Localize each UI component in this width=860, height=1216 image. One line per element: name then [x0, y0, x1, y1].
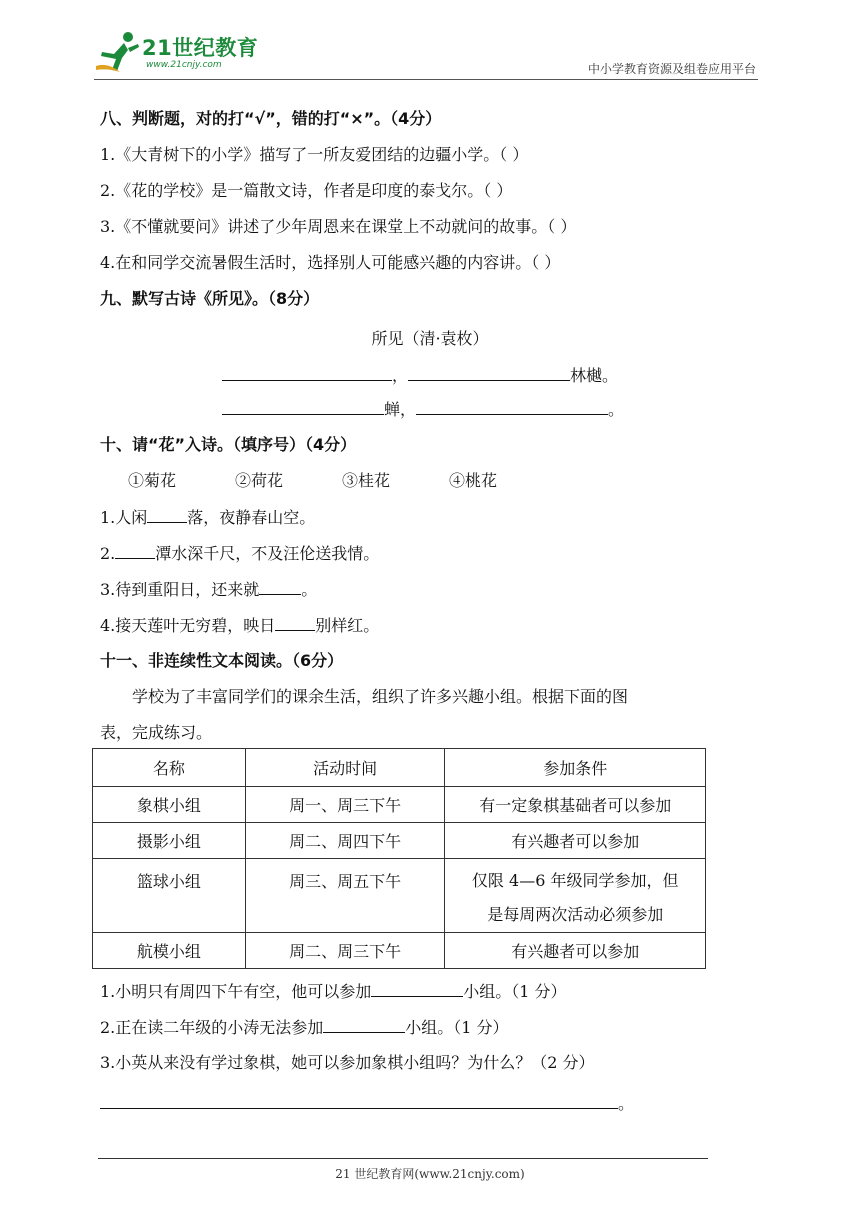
- section-8-item-2: 2.《花的学校》是一篇散文诗，作者是印度的泰戈尔。（ ）: [100, 181, 513, 200]
- poem-fill-2: [100, 542, 379, 565]
- poem-blank-4[interactable]: [416, 398, 608, 415]
- header-platform-name: 中小学教育资源及组卷应用平台: [587, 62, 756, 76]
- section-11-title: 十一、非连续性文本阅读。（6分）: [100, 651, 344, 670]
- poem-fill-2-blank[interactable]: [115, 542, 155, 559]
- table-row: [93, 787, 706, 823]
- option-1: ①菊花: [128, 471, 177, 490]
- option-4: ④桃花: [449, 471, 498, 490]
- question-2-blank[interactable]: [323, 1016, 405, 1033]
- poem-fill-1-blank[interactable]: [147, 506, 187, 523]
- table-cell: 有兴趣者可以参加: [445, 933, 706, 969]
- poem-line-2-end: 。: [608, 400, 625, 419]
- table-cell: 摄影小组: [93, 823, 246, 859]
- logo-text: 21世纪教育: [142, 36, 259, 60]
- option-3: ③桂花: [342, 471, 391, 490]
- question-1: [100, 980, 567, 1003]
- question-2-text: 2.正在读二年级的小涛无法参加: [100, 1018, 324, 1037]
- table-header-cell: 活动时间: [245, 749, 445, 787]
- poem-fill-3-post: 。: [301, 580, 318, 599]
- page-footer: 21 世纪教育网(www.21cnjy.com): [335, 1167, 525, 1181]
- table-cell: 有一定象棋基础者可以参加: [445, 787, 706, 823]
- interest-groups-table: [92, 748, 706, 969]
- question-2: [100, 1016, 509, 1039]
- section-8-item-3: 3.《不懂就要问》讲述了少年周恩来在课堂上不动就问的故事。（ ）: [100, 217, 577, 236]
- poem-fill-4-post: 别样红。: [315, 616, 380, 635]
- poem-fill-1-post: 落，夜静春山空。: [187, 508, 316, 527]
- section-10-title: 十、请“花”入诗。（填序号）（4分）: [100, 435, 357, 454]
- table-row: [93, 859, 706, 933]
- question-1-text: 1.小明只有周四下午有空，他可以参加: [100, 982, 372, 1001]
- poem-fill-4-blank[interactable]: [275, 614, 315, 631]
- poem-title: 所见（清·袁枚）: [371, 329, 489, 348]
- section-9-title: 九、默写古诗《所见》。（8分）: [100, 289, 320, 308]
- poem-blank-3[interactable]: [222, 398, 384, 415]
- poem-line-2-mid: 蝉，: [384, 400, 417, 419]
- poem-fill-1-pre: 1.人闲: [100, 508, 148, 527]
- question-1-blank[interactable]: [371, 980, 463, 997]
- table-cell: 周二、周四下午: [245, 823, 445, 859]
- poem-fill-4-pre: 4.接天莲叶无穷碧，映日: [100, 616, 276, 635]
- question-3-answer-line: [100, 1092, 634, 1115]
- question-2-suffix: 小组。（1 分）: [405, 1018, 509, 1037]
- table-header-cell: 参加条件: [445, 749, 706, 787]
- poem-fill-2-pre: 2.: [100, 544, 116, 563]
- table-cell: 有兴趣者可以参加: [445, 823, 706, 859]
- page-header: [0, 0, 860, 82]
- poem-fill-1: [100, 506, 315, 529]
- table-header-cell: 名称: [93, 749, 246, 787]
- header-divider: [94, 79, 758, 80]
- table-cell: 象棋小组: [93, 787, 246, 823]
- table-row: [93, 823, 706, 859]
- site-logo: [94, 30, 294, 76]
- runner-logo-icon: [94, 30, 142, 76]
- poem-line-1: [222, 364, 618, 387]
- poem-fill-3: [100, 578, 317, 601]
- question-1-suffix: 小组。（1 分）: [463, 982, 567, 1001]
- basketball-condition-line-1: 仅限 4—6 年级同学参加，但: [471, 871, 679, 890]
- table-cell: 篮球小组: [93, 859, 246, 933]
- table-cell: 航模小组: [93, 933, 246, 969]
- table-cell: [445, 859, 706, 933]
- section-8-item-4: 4.在和同学交流暑假生活时，选择别人可能感兴趣的内容讲。（ ）: [100, 253, 561, 272]
- question-3-end: 。: [618, 1094, 635, 1113]
- table-header-row: [93, 749, 706, 787]
- poem-blank-2[interactable]: [408, 364, 570, 381]
- table-cell: 周二、周三下午: [245, 933, 445, 969]
- poem-fill-3-pre: 3.待到重阳日，还来就: [100, 580, 260, 599]
- intro-paragraph-line-2: 表，完成练习。: [100, 723, 213, 742]
- footer-divider: [98, 1158, 708, 1159]
- poem-fill-3-blank[interactable]: [259, 578, 301, 595]
- section-8-title: 八、判断题，对的打“√”，错的打“×”。（4分）: [100, 109, 442, 128]
- poem-blank-1[interactable]: [222, 364, 392, 381]
- table-cell: 周一、周三下午: [245, 787, 445, 823]
- poem-fill-2-post: 潭水深千尺，不及汪伦送我情。: [155, 544, 380, 563]
- question-3-blank[interactable]: [100, 1092, 618, 1109]
- question-3: 3.小英从来没有学过象棋，她可以参加象棋小组吗？为什么？（2 分）: [100, 1053, 595, 1072]
- poem-line-2: [222, 398, 624, 421]
- basketball-condition-line-2: 是每周两次活动必须参加: [487, 905, 664, 924]
- table-row: [93, 933, 706, 969]
- option-2: ②荷花: [235, 471, 284, 490]
- section-8-item-1: 1.《大青树下的小学》描写了一所友爱团结的边疆小学。（ ）: [100, 145, 529, 164]
- poem-line-1-end: 林樾。: [570, 366, 619, 385]
- poem-fill-4: [100, 614, 379, 637]
- logo-url: www.21cnjy.com: [146, 60, 222, 70]
- table-cell: 周三、周五下午: [245, 859, 445, 933]
- poem-line-1-sep: ，: [392, 366, 409, 385]
- intro-paragraph-line-1: 学校为了丰富同学们的课余生活，组织了许多兴趣小组。根据下面的图: [132, 687, 629, 706]
- flower-options: [128, 470, 497, 492]
